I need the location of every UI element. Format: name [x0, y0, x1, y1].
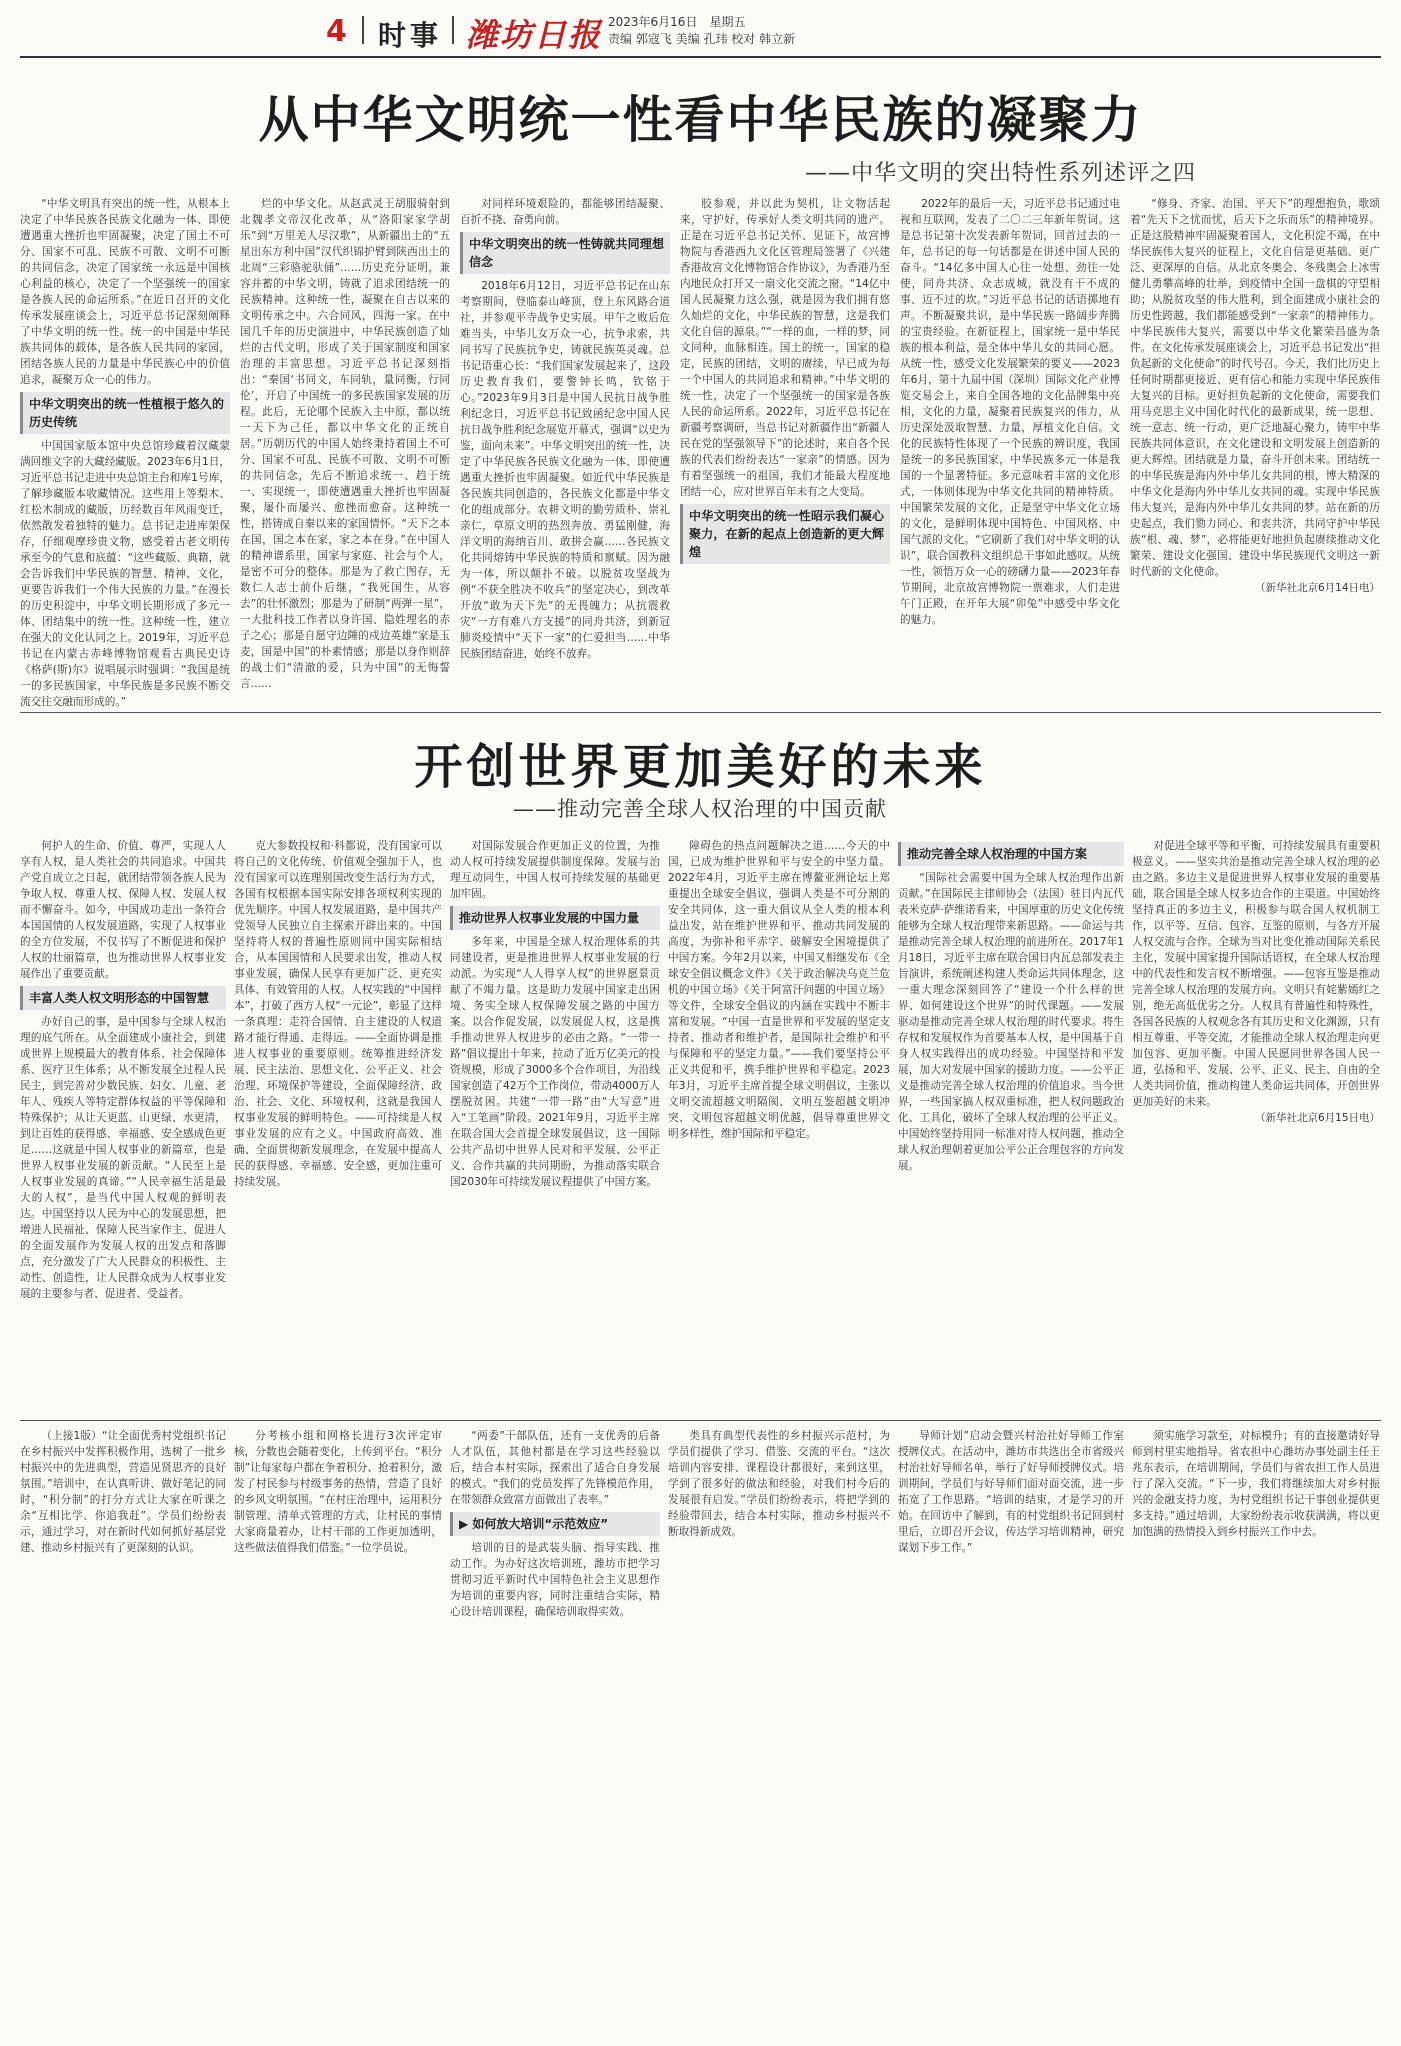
article2-subhead-2: 推动世界人权事业发展的中国力量 [450, 906, 660, 930]
paragraph: 分考核小组和网格长进行3次评定审核，分数也会随着变化，上传到平台。“积分制”让每家每户都在争着积分、抢着积分，激发了村民参与村级事务的热情，营造了良好的乡风文明氛围。“在村庄治理中，运用积分制管理、清单式管理的方式，让村民的事情大家商量着办，让村干部的工作更加透明，这些做法值得我们借鉴。”一位学员说。 [234, 1430, 442, 1554]
paragraph: 多年来，中国是全球人权治理体系的共同建设者，更是推进世界人权事业发展的行动派。为实现“人人得享人权”的世界愿景贡献了不竭力量。这是助力发展中国家走出困境、务实全球人权保障发展之路的中国方案。以合作促发展，以发展促人权，这是携手推动世界人权进步的必由之路。“一带一路”倡议提出十年来，拉动了近万亿美元的投资规模，形成了3000多个合作项目，为沿线国家创造了42万个工作岗位，带动4000万人摆脱贫困。共建“一带一路”由“大写意”进入“工笔画”阶段。2021年9月，习近平主席在联合国大会首提全球发展倡议，这一国际公共产品切中世界人民对和平发展、公平正义、合作共赢的共同期盼，为推动落实联合国2030年可持续发展议程提供了中国方案。 [450, 936, 660, 1188]
article1-column-2 [240, 196, 450, 701]
paragraph: “修身、齐家、治国、平天下”的理想抱负，歌颂着“先天下之忧而忧，后天下之乐而乐”的精神境界。正是这股精神牢固凝聚着国人，文化积淀不竭，在中华民族伟大复兴的征程上，文化自信是更基础、更广泛、更深厚的自信。从北京冬奥会、冬残奥会上冰雪健儿勇攀高峰的壮举，到疫情中全国一盘棋的守望相助；从脱贫攻坚的伟大胜利，到全面建成小康社会的历史性跨越，我们都能感受到“一家亲”的精神伟力。中华民族伟大复兴，需要以中华文化繁荣昌盛为条件。在文化传承发展座谈会上，习近平总书记发出“担负起新的文化使命”的时代号召。今天，我们比历史上任何时期都更接近、更有信心和能力实现中华民族伟大复兴的目标。更好担负起新的文化使命，需要我们用马克思主义中国化时代化的最新成果，统一思想、统一意志、统一行动，更广泛地凝心聚力，铸牢中华民族共同体意识，在文化建设和文明发展上创造新的更大辉煌。团结就是力量，奋斗开创未来。团结统一的中华民族是海内外中华儿女共同的根，博大精深的中华文化是海内外中华儿女共同的魂。实现中华民族伟大复兴，是海内外中华儿女共同的梦。站在新的历史起点，我们勠力同心、和衷共济，共同守护中华民族“根、魂、梦”，必将能更好地担负起赓续推动文化繁荣、建设文化强国、建设中华民族现代文明这一新时代新的文化使命。 [1130, 198, 1380, 578]
paragraph: 烂的中华文化。从赵武灵王胡服骑射到北魏孝文帝汉化改革，从“洛阳家家学胡乐”到“万里羌人尽汉歌”，从新疆出土的“五星出东方利中国”汉代织锦护臂到陕西出土的北周“三彩骆驼驮俑”……历史充分证明，兼容并蓄的中华文明，铸就了追求团结统一的民族精神。这种统一性，凝聚在自古以来的文明传承之中。六合同风，四海一家。在中国几千年的历史演进中，中华民族创造了灿烂的古代文明，形成了关于国家制度和国家治理的丰富思想。习近平总书记深刻指出：“秦国‘书同文，车同轨，量同衡，行同伦’，开启了中国统一的多民族国家发展的历程。此后，无论哪个民族入主中原，都以统一天下为己任，都以中华文化的正统自居。”历朝历代的中国人始终秉持着国土不可分、国家不可乱、民族不可散、文明不可断的共同信念，先后不断追求统一、趋于统一、实现统一，即使遭遇重大挫折也牢固凝聚，屡仆而屡兴、愈挫而愈奋。这种统一性，搭铸成自秦以来的家国情怀。“天下之本在国，国之本在家，家之本在身。”在中国人的精神谱系里，国家与家庭、社会与个人，是密不可分的整体。那是为了救亡图存，无数仁人志士前仆后继，“我死国生，从容去”的壮怀激烈；那是为了研制“两弹一星”，一大批科技工作者以身许国、隐姓埋名的赤子之心；那是自愿守边陲的戍边英雄“家是玉麦，国是中国”的朴素情感；那是以身作则辞的战士们“清澈的爱，只为中国”的无悔誓言…… [240, 198, 450, 690]
article3-subhead [450, 1512, 660, 1536]
article-divider [20, 712, 1381, 713]
paragraph: 2018年6月12日，习近平总书记在山东考察期间，登临泰山峰顶，登上东风路合道社，并参观平寺战争史实展。甲午之败后危难当头，中华儿女万众一心，抗争求索，共同书写了民族抗争史，铸就民族英灵魂。总书记语重心长：“我们国家发展起来了，这段历史教育我们，要警钟长鸣，钦铭于心。”2023年9月3日是中国人民抗日战争胜利纪念日，习近平总书记致函纪念中国人民抗日战争胜利纪念展览开幕式，强调“以史为鉴，面向未来”。中华文明突出的统一性，决定了中华民族各民族文化融为一体、即使遭遇重大挫折也牢固凝聚。如近代中华民族是各民族共同创造的，各民族文化都是中华文化的组成部分。农耕文明的勤劳质朴、崇礼亲仁，草原文明的热烈奔放、勇猛刚健，海洋文明的海纳百川、敢拼会赢……各民族文化共同熔铸中华民族的特质和禀赋。因为融为一体，所以颠扑不破。以脱贫攻坚战为例“不获全胜决不收兵”的坚定决心，到改革开放“敢为天下先”的无畏魄力；从抗震救灾“一方有难八方支援”的同舟共济，到新冠肺炎疫情中“天下一家”的仁爱担当……中华民族团结奋进，始终不放弃。 [460, 280, 670, 660]
paragraph: 对同样环境艰险的，都能够团结凝聚、百折不挠、奋勇向前。 [460, 198, 670, 226]
article1-credit: （新华社北京6月14日电） [1254, 582, 1380, 594]
bullet-icon: ▶ [459, 1517, 473, 1531]
article2-column-4 [668, 838, 890, 1410]
article1-column-6 [1130, 196, 1380, 701]
article2-subhead-3: 推动完善全球人权治理的中国方案 [898, 842, 1124, 866]
article2-subtitle: ——推动完善全球人权治理的中国贡献 [513, 797, 887, 821]
article1-subtitle: ——中华文明的突出特性系列述评之四 [804, 161, 1196, 186]
article2-column-6 [1132, 838, 1380, 1410]
issue-weekday: 星期五 [709, 15, 746, 29]
article2-subhead-1: 丰富人类人权文明形态的中国智慧 [20, 986, 226, 1010]
editor-credits: 责编 郭寇飞 美编 孔玮 校对 韩立新 [608, 32, 796, 46]
header-rule [20, 56, 1381, 58]
article2-column-5 [898, 838, 1124, 1410]
header-meta [608, 14, 795, 48]
article1-column-3 [460, 196, 670, 701]
article-divider [20, 1420, 1381, 1421]
paragraph: “国际社会需要中国为全球人权治理作出新贡献。”在国际民主律师协会（法国）驻日内瓦代表米克萨·萨维诺看来，中国厚重的历史文化传统能够为全球人权治理带来新思路。——命运与共是推动完善全球人权治理的前进所在。2017年1月18日，习近平主席在联合国日内瓦总部发表主旨演讲，系统阐述构建人类命运共同体理念，这一重大理念深刻回答了“建设一个什么样的世界、如何建设这个世界”的时代课题。——发展驱动是推动完善全球人权治理的时代要求。将生存权和发展权作为首要基本人权，是中国基于自身人权实践得出的成功经验。中国坚持和平发展，加大对发展中国家的援助力度。——公平正义是推动完善全球人权治理的价值追求。当今世界，一些国家搞人权双重标准，把人权问题政治化、工具化，破坏了全球人权治理的公平正义。中国始终坚持用同一标准对待人权问题，推动全球人权治理朝着更加公平公正合理包容的方向发展。 [898, 872, 1124, 1172]
paragraph: 2022年的最后一天，习近平总书记通过电视和互联网，发表了二〇二三年新年贺词。这是总书记第十次发表新年贺词，回首过去的一年，总书记的每一句话都是在讲述中国人民的奋斗。“14亿多中国人心往一处想、劲往一处使，同舟共济、众志成城，就没有干不成的事、迈不过的坎。”习近平总书记的话语掷地有声。不断凝聚共识，是中华民族一路阔步奔腾的宝贵经验。在新征程上，国家统一是中华民族的根本利益，是全体中华儿女的共同心愿。从统一性，感受文化发展繁荣的要义——2023年6月，第十九届中国（深圳）国际文化产业博览交易会上，来自全国各地的文化品牌集中亮相，文化的力量，凝聚着民族复兴的伟力，从历史深处汲取智慧、力量，厚植文化自信。文化的民族特性体现了一个民族的辨识度，我国是统一的多民族国家，中华民族多元一体是我国的一个显著特征。多元意味着丰富的文化形式，一体则体现为中华文化共同的精神特质。中国繁荣发展的文化，正是坚守中华文化立场的文化，是鲜明体现中国特色、中国风格、中国气派的文化。“它刷新了我们对中华文明的认识”，联合国教科文组织总干事如此感叹。从统一性，领悟万众一心的磅礴力量——2023年春节期间，北京故宫博物院一票难求，人们走进午门正殿，在开年大展“卯兔”中感受中华文化的魅力。 [900, 198, 1120, 626]
page-header [0, 0, 1401, 58]
article3-column-1 [20, 1428, 226, 2034]
paragraph: 障碍色的热点问题解决之道……今天的中国，已成为维护世界和平与安全的中坚力量。2022年4月，习近平主席在博鳌亚洲论坛上郑重提出全球安全倡议，强调人类是不可分割的安全共同体，这一重大倡议从全人类的根本利益出发，站在维护世界和平、推动共同发展的高度，为弥补和平赤字、破解安全困境提供了中国方案。今年2月以来，中国又相继发布《全球安全倡议概念文件》《关于政治解决乌克兰危机的中国立场》《关于阿富汗问题的中国立场》等文件，全球安全倡议的内涵在实践中不断丰富和发展。“中国一直是世界和平发展的坚定支持者、推动者和维护者，是国际社会维护和平与保障和平的坚定力量。”——我们要坚持公平正义共促和平，携手维护世界和平稳定。2023年3月，习近平主席首提全球文明倡议，主张以文明交流超越文明隔阂、文明互鉴超越文明冲突、文明包容超越文明优越，倡导尊重世界文明多样性，维护国际和平稳定。 [668, 840, 890, 1140]
paragraph: 导师计划”启动会暨兴村治社好导师工作室授牌仪式。在活动中，潍坊市共选出全市省级兴村治社好导师名单，举行了好导师授牌仪式。培训期间，学员们与好导师们面对面交流，进一步拓宽了工作思路。“培训的结束，才是学习的开始。在回访中了解到，有的村党组织书记回到村里后，立即召开会议，传达学习培训精神，研究谋划下步工作。” [898, 1430, 1124, 1554]
paragraph: 克大参数投权和·科都说，没有国家可以将自己的文化传统、价值观全强加于人，也没有国家可以连理别国改变生活行为方式，各国有权根据本国实际安排各项权利实现的优先顺序。中国人权发展道路，是中国共产党领导人民独立自主探索开辟出来的。中国坚持将人权的普遍性原则同中国实际相结合，从本国国情和人民要求出发，推动人权事业发展，确保人民享有更加广泛、更充实具体、有效管用的人权。人权实践的“中国样本”，打破了西方人权“一元论”，彰显了这样一条真理：走符合国情、自主建设的人权道路才能行得通、走得远。——全面协调是推进人权事业的重要原则。统筹推进经济发展、民主法治、思想文化、公平正义、社会治理、环境保护等建设，全面保障经济、政治、社会、文化、环境权利，这就是我国人权事业发展的鲜明特色。——可持续是人权事业发展的应有之义。中国政府高效、准确、全面贯彻新发展理念，在发展中提高人民的获得感、幸福感、安全感，更加注重可持续发展。 [234, 840, 442, 1188]
paragraph: “两委”干部队伍，还有一支优秀的后备人才队伍，其他村都是在学习这些经验以后，结合本村实际，探索出了适合自身发展的模式。“我们的党员发挥了先锋模范作用，在带领群众致富方面做出了表率。” [450, 1430, 660, 1506]
paragraph: “中华文明具有突出的统一性，从根本上决定了中华民族各民族文化融为一体、即使遭遇重大挫折也牢固凝聚，决定了国土不可分、国家不可乱、民族不可散、文明不可断的共同信念，决定了国家统一永远是中国核心利益的核心，决定了一个坚强统一的国家是各族人民的命运所系。”在近日召开的文化传承发展座谈会上，习近平总书记深刻阐释了中华文明的统一性。统一的中国是中华民族共同体的载体，是各族人民共同的家园，团结各族人民的力量是中华民族心中的价值追求，凝聚万众一心的伟力。 [20, 198, 230, 386]
article2-title: 开创世界更加美好的未来 [414, 739, 987, 795]
paragraph: 中国国家版本馆中央总馆珍藏着汉藏蒙满回维文字的大藏经藏版。2023年6月1日，习近平总书记走进中央总馆主台和库1号库，了解珍藏版本收藏情况。这些用上等梨木、红松木制成的藏版，历经数百年风雨变迁，依然散发着独特的魅力。总书记走进库架保存，仔细观摩珍贵文物，感受着古老文明传承至今的气息和底蕴：“这些藏版、典籍，就会告诉我们中华民族的智慧、精神、文化，更要告诉我们一个伟大民族的力量。”在漫长的历史积淀中，中华文明长期形成了多元一体、团结集中的统一性。这种统一性，建立在强大的文化认同之上。2019年，习近平总书记在内蒙古赤峰博物馆观看古典民史诗《格萨(斯)尔》说唱展示时强调：“我国是统一的多民族国家，中华民族是多民族不断交流交往交融而形成的。” [20, 440, 230, 708]
issue-date: 2023年6月16日 [608, 15, 698, 29]
article1-subhead-2: 中华文明突出的统一性铸就共同理想信念 [460, 232, 670, 274]
paragraph: 对促进全球平等和平衡、可持续发展具有重要积极意义。——坚实共治是推动完善全球人权治理的必由之路。多边主义是促进世界人权事业发展的重要基础，联合国是全球人权多边合作的主渠道。中国始终坚持真正的多边主义，积极参与联合国人权机制工作，以平等、互信、包容、互鉴的原则，与各方开展人权交流与合作。全球为当对比变化推动国际关系民主化，发展中国家提升国际话语权，在全球人权治理中的代表性和发言权不断增强。——包容互鉴是推动完善全球人权治理的发展方向。文明只有姹紫嫣红之别，绝无高低优劣之分。人权具有普遍性和特殊性，各国各民族的人权观念各有其历史和文化渊源，只有相互尊重、平等交流，才能推动全球人权治理走向更加包容、更加平衡。中国人民愿同世界各国人民一道，弘扬和平、发展、公平、正义、民主、自由的全人类共同价值，推动构建人类命运共同体，开创世界更加美好的未来。 [1132, 840, 1380, 1108]
paragraph: 胶参观，并以此为契机，让文物活起来，守护好，传承好人类文明共同的遗产。正是在习近平总书记关怀、见证下，故宫博物院与香港西九文化区管理局签署了《兴建香港故宫文化博物馆合作协议》，为香港乃至内地民众打开又一扇文化交流之窗。“14亿中国人民凝聚力这么强，就是因为我们拥有悠久灿烂的文化，中华民族的智慧，这是我们文化自信的源泉。”“一样的血，一样的梦，同文同种，血脉相连。国土的统一，国家的稳定，民族的团结，文明的赓续，早已成为每一个中国人的共同追求和精神。”中华文明的统一性，决定了一个坚强统一的国家是各族人民的命运所系。2022年，习近平总书记在新疆考察调研，当总书记对新疆作出“新疆人民在党的坚强领导下”的论述时，来自各个民族的代表们纷纷表达“一家亲”的情感。因为有着坚强统一的祖国，我们才能最大程度地团结一心，应对世界百年未有之大变局。 [680, 198, 890, 498]
paragraph: 办好自己的事，是中国参与全球人权治理的底气所在。从全面建成小康社会，到建成世界上规模最大的教育体系、社会保障体系、医疗卫生体系；从不断发展全过程人民民主，到完善对少数民族、妇女、儿童、老年人、残疾人等特定群体权益的平等保障和特殊保护；从让天更蓝、山更绿、水更清，到让百姓的获得感、幸福感、安全感成色更足……这就是中国人权事业的新篇章，也是世界人权事业发展的新贡献。“人民至上是人权事业发展的真谛。”“人民幸福生活是最大的人权”，是当代中国人权观的鲜明表达。中国坚持以人民为中心的发展思想，把增进人民福祉、保障人民当家作主、促进人的全面发展作为发展人权的出发点和落脚点，充分激发了广大人民群众的积极性、主动性、创造性，让人民群众成为人权事业发展的主要参与者、促进者、受益者。 [20, 1016, 226, 1300]
article1-column-1 [20, 196, 230, 708]
header-divider [452, 16, 454, 44]
paragraph: 对国际发展合作更加正义的位置，为推动人权可持续发展提供制度保障。发展与治理互动同生，中国人权可持续发展的基础更加牢固。 [450, 840, 660, 900]
paragraph: 须实施学习款至，对标模升；有的直接邀请好导师到村里实地指导。省农担中心潍坊办事处副主任王兆东表示，在培训期间，学员们与省农担工作人员进行了深入交流。“下一步，我们将继续加大对乡村振兴的金融支持力度，为村党组织书记干事创业提供更多支持。”通过培训，大家纷纷表示收获满满，将以更加饱满的热情投入到乡村振兴工作中去。 [1132, 1430, 1380, 1538]
article3-column-2 [234, 1428, 442, 2034]
article1-subhead-1: 中华文明突出的统一性植根于悠久的历史传统 [20, 392, 230, 434]
paragraph: 类具有典型代表性的乡村振兴示范村，为学员们提供了学习、借鉴、交流的平台。“这次培训内容安排、课程设计都很好，来到这里，学到了很多好的做法和经验，对我们村今后的发展很有启发。”学员们纷纷表示，将把学到的经验带回去，结合本村实际，推动乡村振兴不断取得新成效。 [668, 1430, 890, 1538]
article1-column-4 [680, 196, 890, 701]
article3-column-4 [668, 1428, 890, 2034]
section-name: 时事 [378, 19, 443, 52]
page-number: 4 [326, 14, 347, 49]
paragraph: （上接1版）“让全面优秀村党组织书记在乡村振兴中发挥积极作用，选树了一批乡村振兴中的先进典型，营造见贤思齐的良好氛围。”培训中，在认真听讲、做好笔记的同时，“积分制”的打分方式让大家在听课之余“互相比学、你追我赶”。学员们纷纷表示，通过学习，对在新时代如何抓好基层党建、推动乡村振兴有了更深刻的认识。 [20, 1430, 226, 1554]
paragraph: 培训的目的是武装头脑、指导实践、推动工作。为办好这次培训班，潍坊市把学习贯彻习近平新时代中国特色社会主义思想作为培训的重要内容，同时注重结合实际，精心设计培训课程，确保培训取得实效。 [450, 1542, 660, 1618]
article2-column-1 [20, 838, 226, 1410]
article3-column-3 [450, 1428, 660, 2034]
article2-column-2 [234, 838, 442, 1410]
article2-column-3 [450, 838, 660, 1410]
paragraph: 何护人的生命、价值、尊严，实现人人享有人权，是人类社会的共同追求。中国共产党自成立之日起，就团结带领各族人民为争取人权、尊重人权、保障人权、发展人权而不懈奋斗。如今，中国成功走出一条符合本国国情的人权发展道路，实现了人权事业的全方位发展，不仅书写了不断促进和保护人权的壮丽篇章，也为推动世界人权事业发展作出了重要贡献。 [20, 840, 226, 980]
header-divider [362, 16, 364, 44]
article3-column-6 [1132, 1428, 1380, 2034]
newspaper-logo: 潍坊日报 [466, 16, 603, 54]
article1-title: 从中华文明统一性看中华民族的凝聚力 [258, 90, 1143, 149]
article2-credit: （新华社北京6月15日电） [1254, 1112, 1380, 1124]
article3-subhead-text: 如何放大培训“示范效应” [472, 1517, 609, 1531]
article1-column-5 [900, 196, 1120, 701]
article1-subhead-3: 中华文明突出的统一性昭示我们凝心聚力，在新的起点上创造新的更大辉煌 [680, 504, 890, 564]
article3-column-5 [898, 1428, 1124, 2034]
